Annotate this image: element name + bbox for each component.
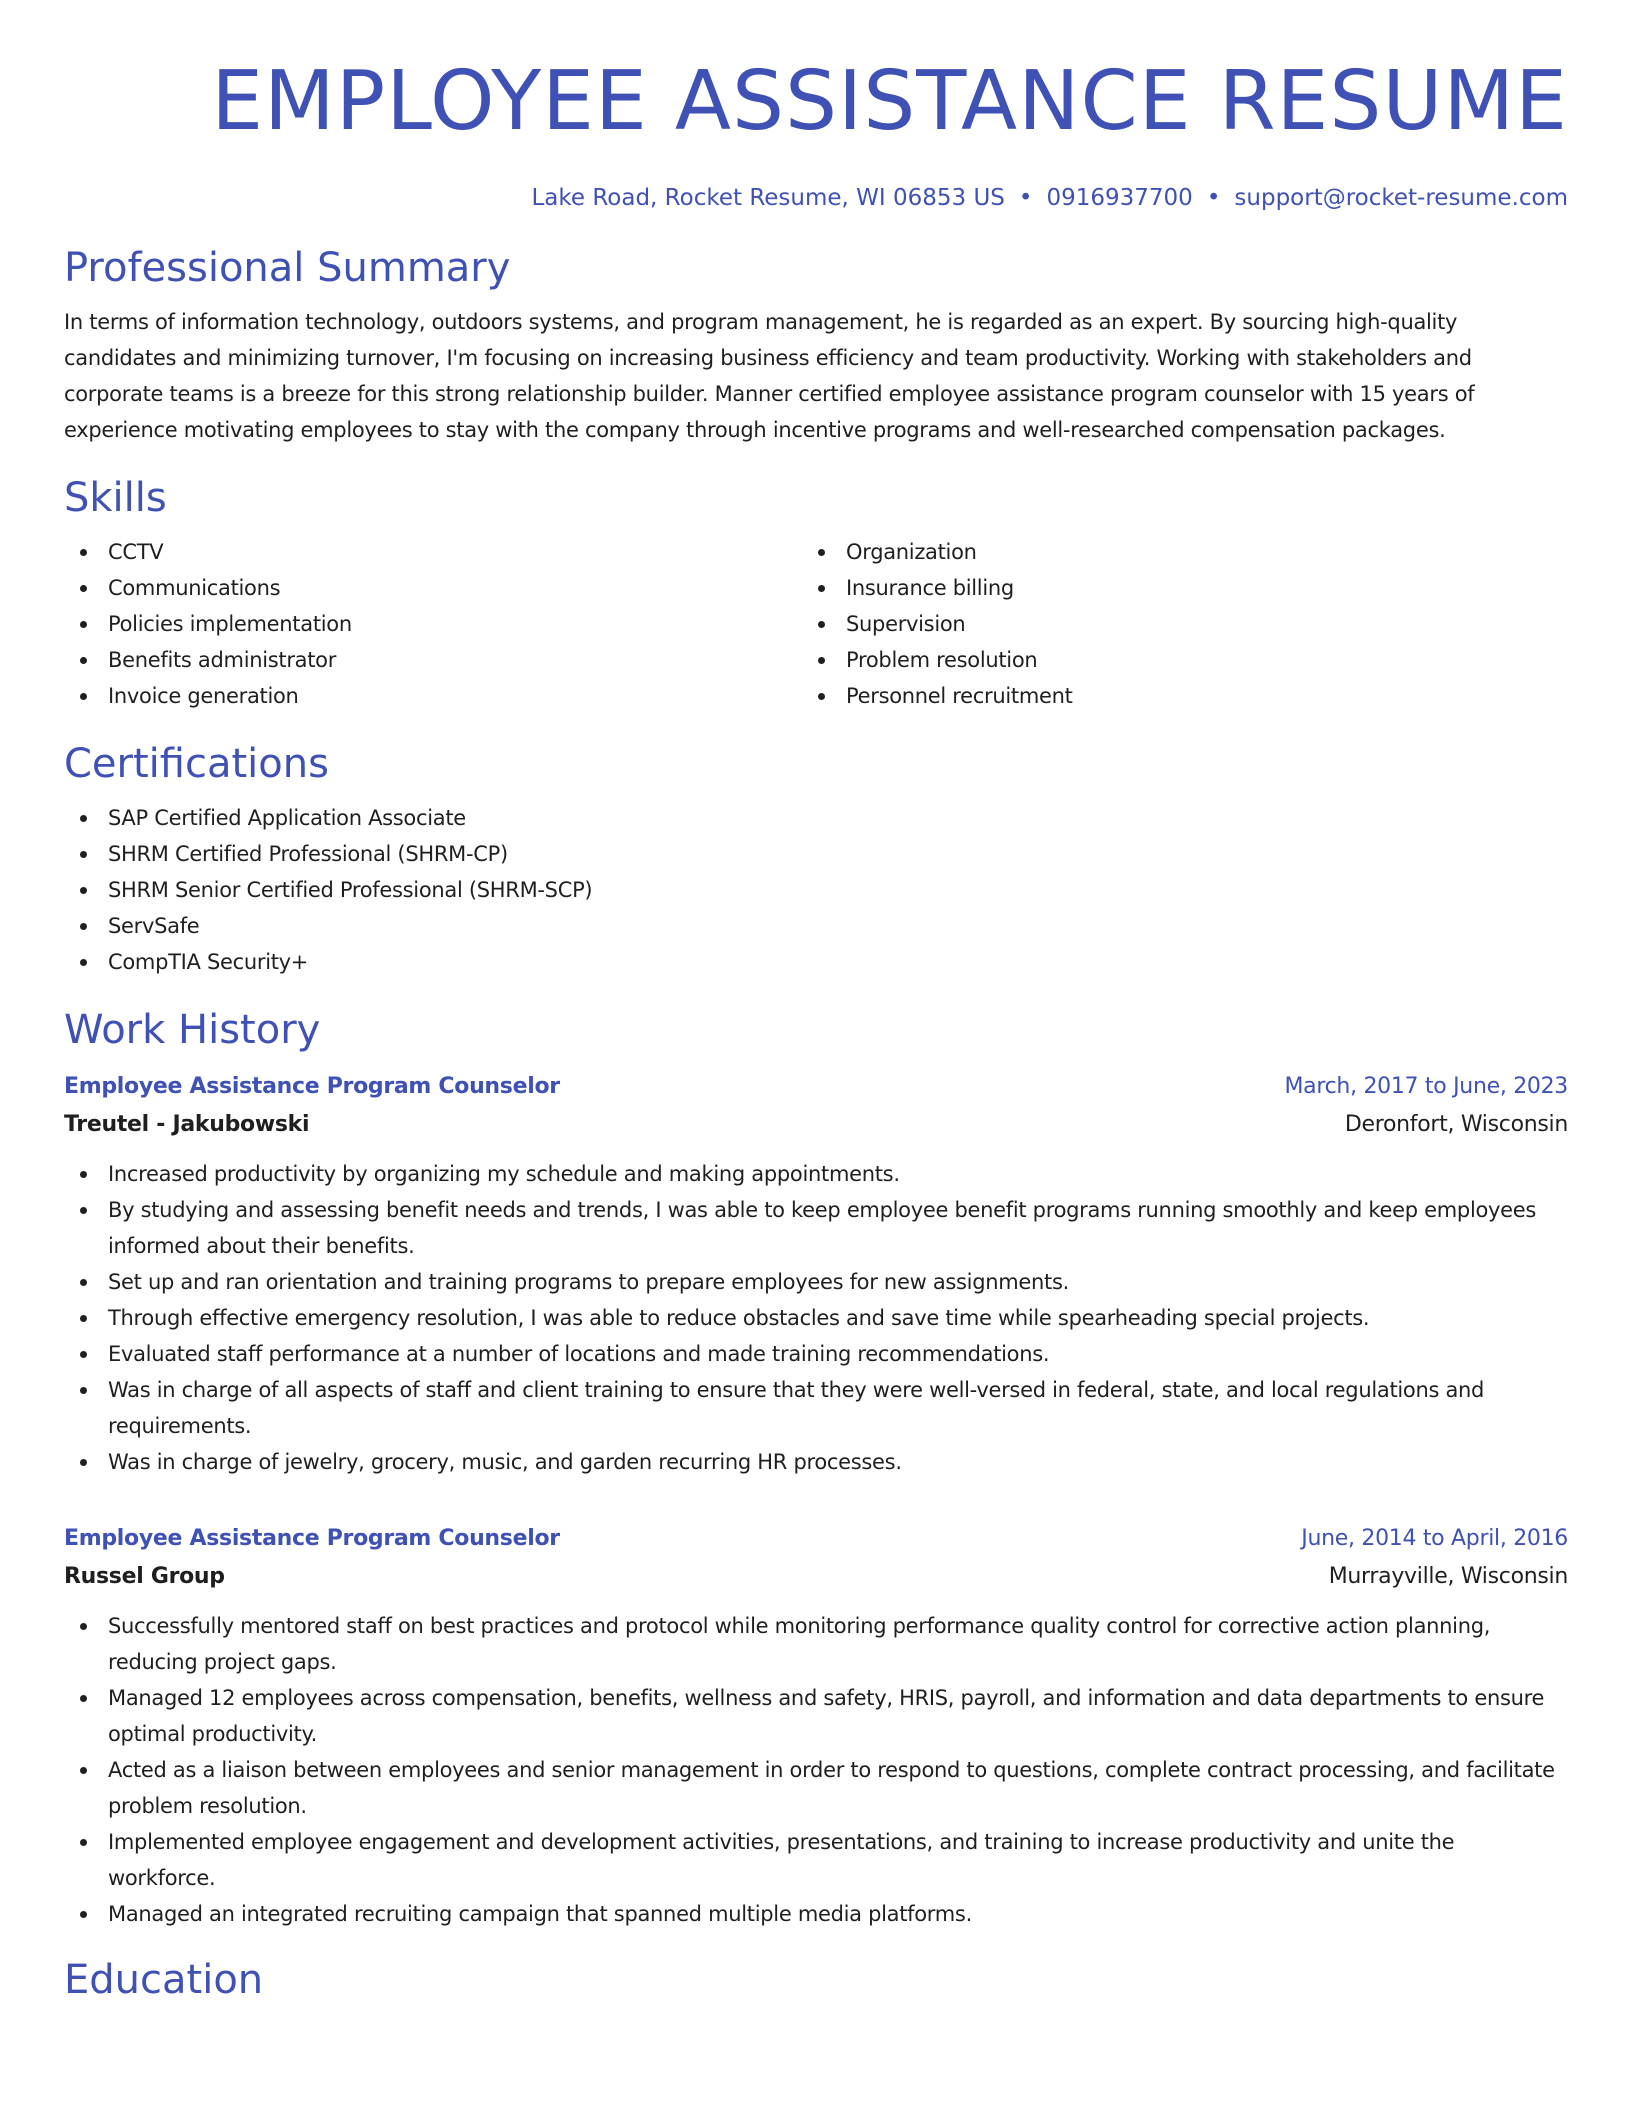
job-bullets xyxy=(64,1156,1568,1480)
job-company-row xyxy=(64,1558,1568,1596)
certifications-heading: Certifications xyxy=(64,741,329,787)
job-company: Russel Group xyxy=(64,1564,225,1589)
skills-list-right xyxy=(802,534,1540,714)
skill-item: Benefits administrator xyxy=(64,642,802,678)
skill-item: Insurance billing xyxy=(802,570,1540,606)
job-entry xyxy=(64,1520,1568,1932)
job-bullet: Increased productivity by organizing my schedule and making appointments. xyxy=(64,1156,1568,1192)
skills-columns xyxy=(64,534,1568,714)
skill-item: Policies implementation xyxy=(64,606,802,642)
job-dates: June, 2014 to April, 2016 xyxy=(1301,1526,1568,1551)
education-heading: Education xyxy=(64,1957,264,2003)
job-title: Employee Assistance Program Counselor xyxy=(64,1074,560,1099)
job-company-row xyxy=(64,1106,1568,1144)
job-title: Employee Assistance Program Counselor xyxy=(64,1526,560,1551)
skill-item: Personnel recruitment xyxy=(802,678,1540,714)
skill-item: Communications xyxy=(64,570,802,606)
job-bullet: Acted as a liaison between employees and senior management in order to respond to questions, complete contract processing, and facilitate problem resolution. xyxy=(64,1752,1568,1824)
skills-heading: Skills xyxy=(64,475,167,521)
job-bullets xyxy=(64,1608,1568,1932)
job-bullet: Evaluated staff performance at a number of locations and made training recommendations. xyxy=(64,1336,1568,1372)
resume-title: EMPLOYEE ASSISTANCE RESUME xyxy=(211,54,1568,149)
certifications-section xyxy=(64,738,1568,980)
certification-item: ServSafe xyxy=(64,908,1568,944)
certifications-list xyxy=(64,800,1568,980)
certification-item: SHRM Senior Certified Professional (SHRM-SCP) xyxy=(64,872,1568,908)
work-history-section xyxy=(64,1004,1568,1932)
job-bullet: Through effective emergency resolution, I was able to reduce obstacles and save time while spearheading special projects. xyxy=(64,1300,1568,1336)
contact-email: support@rocket-resume.com xyxy=(1234,185,1568,211)
job-dates: March, 2017 to June, 2023 xyxy=(1284,1074,1568,1099)
job-header-row xyxy=(64,1068,1568,1106)
skill-item: Problem resolution xyxy=(802,642,1540,678)
certification-item: SHRM Certified Professional (SHRM-CP) xyxy=(64,836,1568,872)
summary-heading: Professional Summary xyxy=(64,245,511,291)
job-bullet: Successfully mentored staff on best practices and protocol while monitoring performance quality control for corrective action planning, reducing project gaps. xyxy=(64,1608,1568,1680)
summary-section xyxy=(64,242,1568,448)
job-location: Murrayville, Wisconsin xyxy=(1328,1564,1568,1589)
certification-item: CompTIA Security+ xyxy=(64,944,1568,980)
skill-item: Organization xyxy=(802,534,1540,570)
work-history-heading: Work History xyxy=(64,1007,321,1053)
job-bullet: By studying and assessing benefit needs and trends, I was able to keep employee benefit programs running smoothly and keep employees informed about their benefits. xyxy=(64,1192,1568,1264)
contact-separator: • xyxy=(1018,185,1033,211)
skill-item: Supervision xyxy=(802,606,1540,642)
skill-item: Invoice generation xyxy=(64,678,802,714)
job-bullet: Was in charge of all aspects of staff and client training to ensure that they were well-versed in federal, state, and local regulations and requirements. xyxy=(64,1372,1568,1444)
contact-separator: • xyxy=(1206,185,1221,211)
job-bullet: Managed 12 employees across compensation, benefits, wellness and safety, HRIS, payroll, and information and data departments to ensure optimal productivity. xyxy=(64,1680,1568,1752)
job-bullet: Managed an integrated recruiting campaign that spanned multiple media platforms. xyxy=(64,1896,1568,1932)
contact-line xyxy=(64,182,1568,214)
job-bullet: Was in charge of jewelry, grocery, music, and garden recurring HR processes. xyxy=(64,1444,1568,1480)
resume-header xyxy=(64,0,1568,214)
contact-address: Lake Road, Rocket Resume, WI 06853 US xyxy=(531,185,1005,211)
job-location: Deronfort, Wisconsin xyxy=(1344,1112,1568,1137)
certification-item: SAP Certified Application Associate xyxy=(64,800,1568,836)
job-bullet: Implemented employee engagement and development activities, presentations, and training to increase productivity and unite the workforce. xyxy=(64,1824,1568,1896)
job-header-row xyxy=(64,1520,1568,1558)
contact-phone: 0916937700 xyxy=(1046,185,1193,211)
job-entry xyxy=(64,1068,1568,1480)
education-section xyxy=(64,1954,1568,2006)
skill-item: CCTV xyxy=(64,534,802,570)
job-company: Treutel - Jakubowski xyxy=(64,1112,310,1137)
job-bullet: Set up and ran orientation and training programs to prepare employees for new assignments. xyxy=(64,1264,1568,1300)
skills-section xyxy=(64,472,1568,714)
skills-list-left xyxy=(64,534,802,714)
summary-text: In terms of information technology, outdoors systems, and program management, he is regarded as an expert. By sourcing high-quality candidates and minimizing turnover, I'm focusing on increasing business efficiency and team productivity. Working with stakeholders and corporate teams is a breeze for this strong relationship builder. Manner certified employee assistance program counselor with 15 years of experience motivating employees to stay with the company through incentive programs and well-researched compensation packages. xyxy=(64,310,1475,442)
